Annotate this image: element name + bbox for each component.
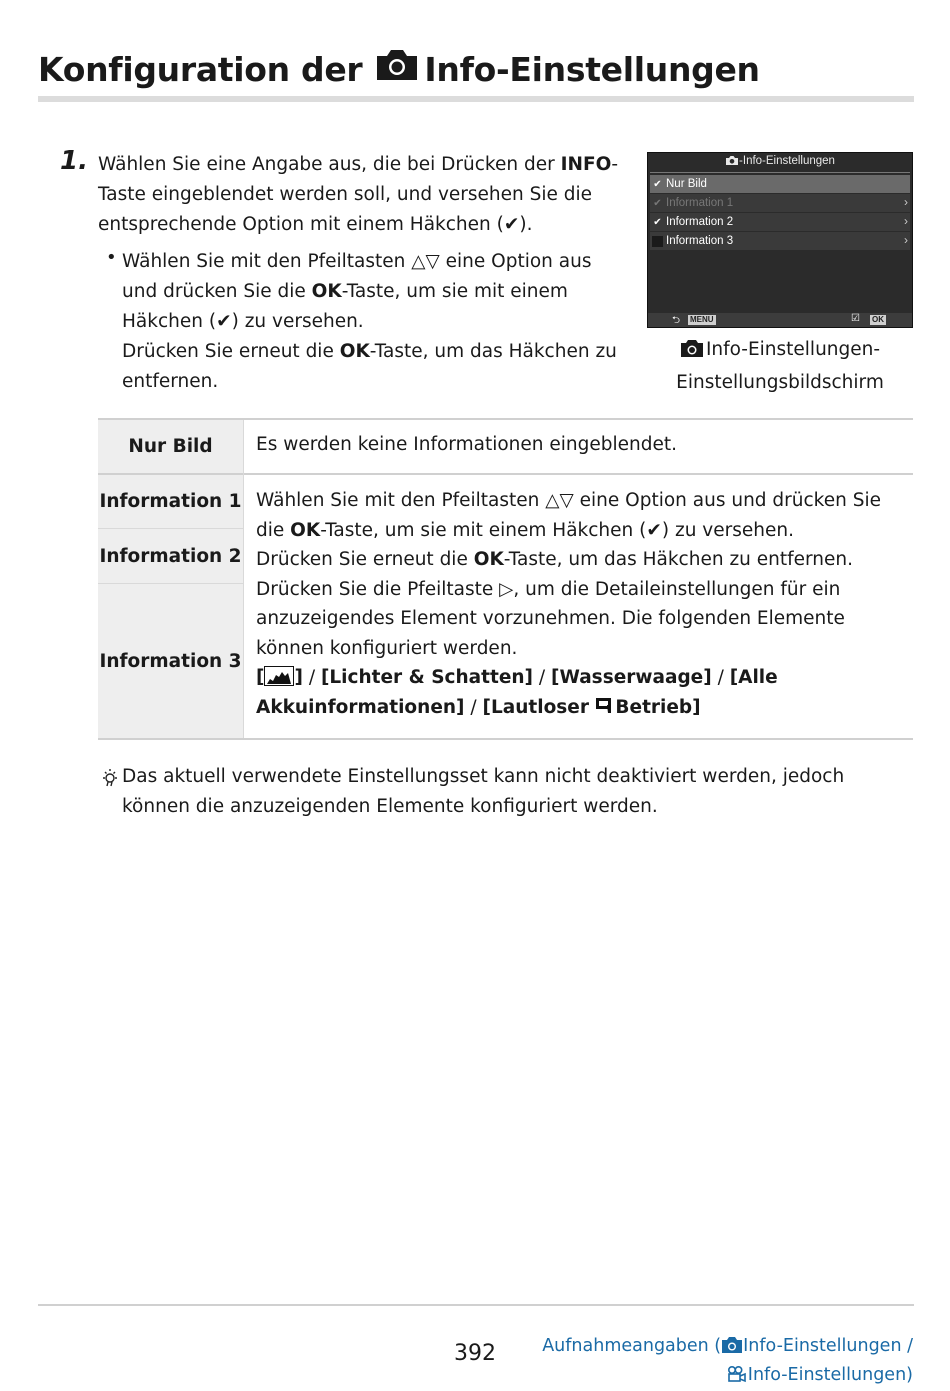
table-cell-information [256,486,896,722]
cell-text: -Taste, um das Häkchen zu entfernen. [503,549,854,570]
separator: / [302,667,321,688]
option-lichter-schatten: [Lichter & Schatten] [320,667,533,688]
cell-text: eine Option aus und drücken Sie die [256,490,881,541]
step-number: 1. [60,146,88,176]
ok-key-label: OK [311,281,342,302]
bullet-text-d: ) zu versehen. [231,311,364,332]
bracket-open: [ [256,667,265,688]
breadcrumb-link[interactable] [520,1333,913,1391]
screen-footer [648,313,912,327]
option-akkuinformationen: [Alle Akkuinformationen] [256,667,778,718]
bullet-symbol: • [106,247,117,268]
up-down-arrow-icon: △▽ [545,490,574,511]
separator: / [464,696,483,718]
checkmark-icon: ✔ [646,519,662,541]
back-arrow-icon: ⮌ [672,315,681,326]
camera-screen [647,152,913,328]
info-key-label: INFO [560,154,612,175]
cell-text: Wählen Sie mit den Pfeiltasten [256,490,546,511]
screen-title-text: -Info-Einstellungen [739,155,835,167]
cell-text: -Taste, um sie mit einem Häkchen ( [320,519,647,541]
screen-row-label: Information 1 [666,197,734,209]
bracket-close: ] [294,667,303,688]
checkmark-icon: ✔ [216,311,232,332]
page-title [38,48,760,90]
checkbox-icon: ✔ [653,216,662,228]
caption-line-1: Info-Einstellungen- [705,339,881,360]
note-text: Das aktuell verwendete Einstellungsset kann nicht deaktiviert werden, jedoch können die anzuzeigenden Elemente konfiguriert werden. [122,766,845,817]
silent-mode-icon [595,697,615,718]
title-prefix: Konfiguration der [38,49,363,89]
right-arrow-icon: ▷ [499,578,514,600]
camera-icon [725,155,739,169]
table-head-information-3: Information 3 [98,584,243,738]
link-text-a: Aufnahmeangaben ( [542,1336,722,1356]
screen-row-label: Nur Bild [666,178,707,190]
page-number: 392 [454,1341,496,1366]
table-head-information-1: Information 1 [98,475,243,528]
checkbox-icon [652,236,663,247]
table-head-nur-bild: Nur Bild [98,420,243,473]
screen-caption [660,335,900,398]
cell-text: Drücken Sie erneut die [256,549,474,570]
link-text-b: Info-Einstellungen / [743,1336,913,1356]
checkbox-icon: ✔ [653,178,662,190]
ok-button-label: OK [872,315,884,324]
ok-key-label: OK [473,549,504,570]
step-text-c: ). [519,214,533,235]
bullet-text-b: eine Option aus und drücken Sie die [122,251,592,302]
option-list [256,667,778,718]
table-cell-nur-bild: Es werden keine Informationen eingeblendet. [256,434,677,455]
screen-row-nur-bild[interactable] [650,175,910,193]
up-down-arrow-icon: △▽ [411,251,440,272]
confirm-icon: ☑ [851,313,860,324]
screen-row-information-1[interactable] [650,194,910,212]
movie-camera-icon [726,1365,748,1391]
table-column-divider [243,420,244,738]
title-suffix: Info-Einstellungen [424,49,760,89]
bullet-text-f: -Taste, um das Häkchen zu entfernen. [122,341,617,392]
bullet-text-e: Drücken Sie erneut die [122,341,340,362]
bullet-text-c: -Taste, um sie mit einem Häkchen ( [122,281,568,332]
camera-icon [374,48,420,90]
footer-divider [38,1304,914,1306]
cell-text: ) zu versehen. [661,519,794,541]
step-instruction [98,150,638,240]
checkmark-icon: ✔ [503,214,520,235]
step-text-b: -Taste eingeblendet werden soll, und versehen Sie die entsprechende Option mit einem Häkchen ( [98,154,618,235]
table-head-information-2: Information 2 [98,529,243,583]
chevron-right-icon: › [904,195,908,209]
screen-row-label: Information 3 [666,235,734,247]
screen-divider [650,172,910,173]
cell-text: Drücken Sie die Pfeiltaste [256,578,500,600]
title-divider [38,96,914,102]
link-text-c: Info-Einstellungen) [747,1365,913,1385]
tip-icon [100,767,120,791]
bullet-text-a: Wählen Sie mit den Pfeiltasten [122,251,412,272]
cell-text: , um die Detaileinstellungen für ein anzuzeigendes Element vorzunehmen. Die folgenden Elemente können konfiguriert werden. [256,578,845,659]
camera-icon [721,1336,743,1362]
ok-key-label: OK [290,519,321,541]
option-lautloser-betrieb-end: Betrieb] [615,696,701,718]
histogram-icon [264,666,294,686]
menu-button-label: MENU [690,315,714,324]
option-wasserwaage: [Wasserwaage] [551,667,712,688]
caption-line-2: Einstellungsbildschirm [676,372,884,393]
separator: / [711,667,730,688]
bullet-instruction [122,247,632,397]
settings-table [98,418,913,740]
separator: / [533,667,551,688]
chevron-right-icon: › [904,233,908,247]
table-bottom-rule [98,738,913,740]
checkbox-icon: ✔ [653,197,662,209]
screen-row-information-3[interactable] [650,232,910,250]
option-lautloser-betrieb: [Lautloser [482,696,596,718]
ok-key-label: OK [339,341,370,362]
screen-row-label: Information 2 [666,216,734,228]
screen-title [648,155,912,169]
camera-icon [680,338,704,368]
chevron-right-icon: › [904,214,908,228]
screen-row-information-2[interactable] [650,213,910,231]
step-text-a: Wählen Sie eine Angabe aus, die bei Drücken der [98,154,561,175]
